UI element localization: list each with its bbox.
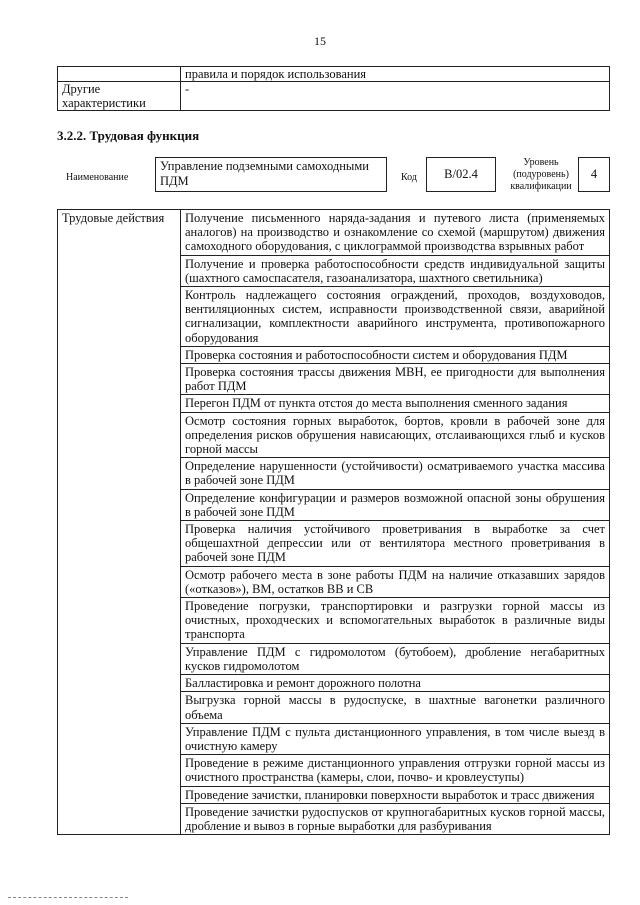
section-heading: 3.2.2. Трудовая функция — [57, 128, 200, 143]
function-code-box: В/02.4 — [426, 157, 496, 192]
row-label: Другие характеристики — [58, 82, 181, 111]
labour-action-cell: Контроль надлежащего состояния ограждений, проходов, воздуховодов, вентиляционных систем, исправности производственной связи, аварийной сигнализации, комплектности аварийного инструмента, противопожарного оборудования — [181, 287, 610, 347]
page-number: 15 — [314, 34, 326, 48]
row-label — [58, 67, 181, 82]
scan-edge-marks — [8, 897, 128, 900]
labour-action-cell: Проверка состояния трассы движения МВН, ее пригодности для выполнения работ ПДМ — [181, 364, 610, 395]
table-row — [58, 67, 610, 82]
code-label: Код — [401, 172, 417, 183]
labour-action-cell: Определение нарушенности (устойчивости) осматриваемого участка массива в рабочей зоне ПДМ — [181, 458, 610, 489]
labour-action-cell: Проверка наличия устойчивого проветривания в выработке за счет общешахтной депрессии или от вентилятора местного проветривания в рабочей зоне ПДМ — [181, 521, 610, 567]
labour-action-cell: Проведение в режиме дистанционного управления отгрузки горной массы из очистного пространства (камеры, слои, почво- и кровлеуступы) — [181, 755, 610, 786]
qualification-level-label: Уровень (подуровень) квалификации — [510, 157, 572, 192]
labour-action-cell: Перегон ПДМ от пункта отстоя до места выполнения сменного задания — [181, 395, 610, 412]
labour-action-cell: Получение и проверка работоспособности средств индивидуальной защиты (шахтного самоспасателя, газоанализатора, шахтного светильника) — [181, 255, 610, 286]
labour-action-cell: Управление ПДМ с пульта дистанционного управления, в том числе выезд в очистную камеру — [181, 723, 610, 754]
labour-action-cell: Управление ПДМ с гидромолотом (бутобоем), дробление негабаритных кусков гидромолотом — [181, 643, 610, 674]
labour-action-cell: Балластировка и ремонт дорожного полотна — [181, 675, 610, 692]
qualification-level-box: 4 — [578, 157, 610, 192]
function-name-box: Управление подземными самоходными ПДМ — [155, 157, 387, 192]
labour-action-cell: Выгрузка горной массы в рудоспуске, в шахтные вагонетки различного объема — [181, 692, 610, 723]
category-cell: Трудовые действия — [58, 210, 181, 835]
labour-action-cell: Осмотр рабочего места в зоне работы ПДМ на наличие отказавших зарядов («отказов»), ВМ, остатков ВВ и СВ — [181, 566, 610, 597]
labour-action-cell: Проведение погрузки, транспортировки и разгрузки горной массы из очистных, проходческих и вспомогательных выработок в различные виды транспорта — [181, 598, 610, 644]
other-characteristics-table — [57, 66, 610, 111]
labour-action-cell: Проведение зачистки, планировки поверхности выработок и трасс движения — [181, 786, 610, 803]
labour-action-cell: Проведение зачистки рудоспусков от крупногабаритных кусков горной массы, дробление и вывоз в горные выработки для разбуривания — [181, 803, 610, 834]
row-value: правила и порядок использования — [181, 67, 610, 82]
row-value: - — [181, 82, 610, 111]
table-row — [58, 82, 610, 111]
table-row — [58, 210, 610, 256]
labour-action-cell: Осмотр состояния горных выработок, бортов, кровли в рабочей зоне для определения рисков обрушения нависающих, отслаивающихся глыб и кусков горной массы — [181, 412, 610, 458]
labour-action-cell: Проверка состояния и работоспособности систем и оборудования ПДМ — [181, 346, 610, 363]
labour-action-cell: Получение письменного наряда-задания и путевого листа (применяемых аналогов) на производство и ознакомление со схемой (маршрутом) движения самоходного оборудования, с циклограммой производства взрывных работ — [181, 210, 610, 256]
labour-actions-table — [57, 209, 610, 835]
name-label: Наименование — [66, 172, 129, 183]
labour-action-cell: Определение конфигурации и размеров возможной опасной зоны обрушения в рабочей зоне ПДМ — [181, 489, 610, 520]
